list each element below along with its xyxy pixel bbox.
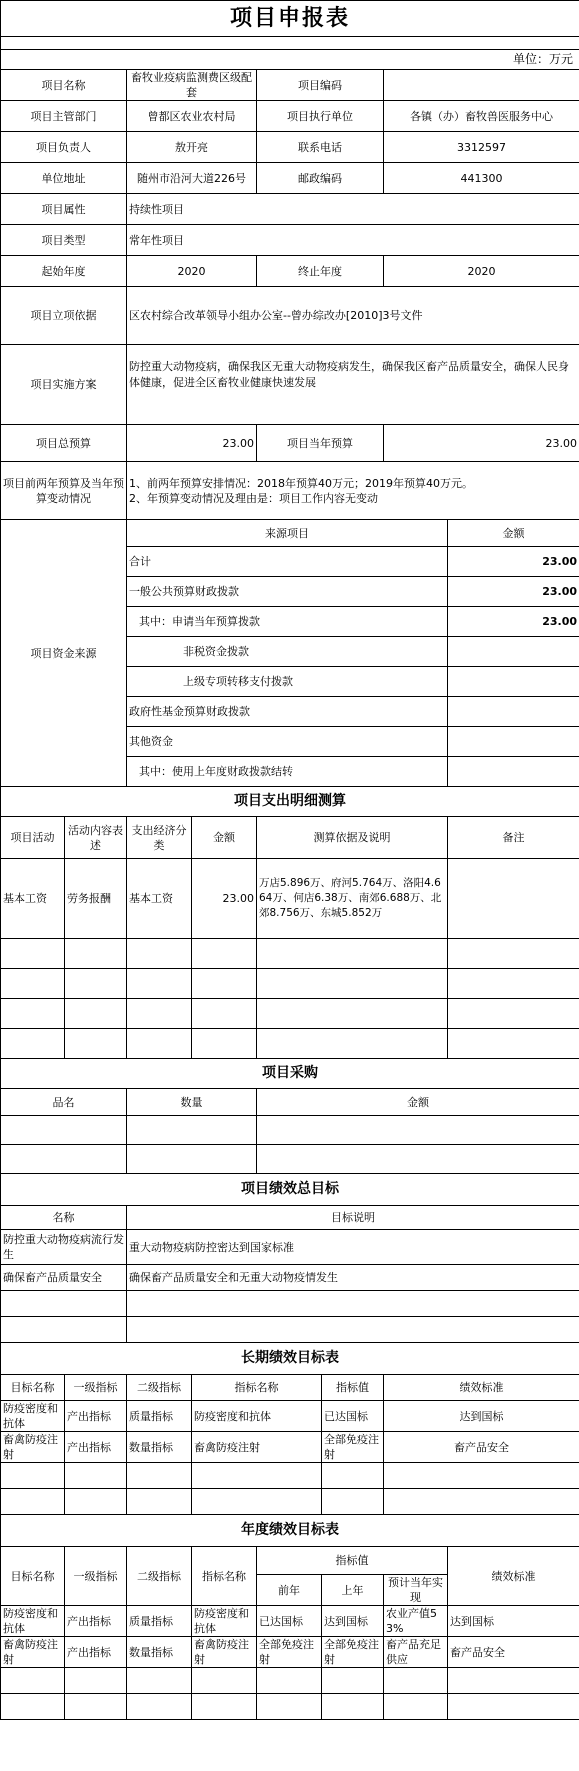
table-row	[1, 1694, 579, 1720]
perf-total-header: 目标说明	[127, 1206, 579, 1230]
purchase-header: 数量	[127, 1089, 257, 1116]
annual-cell: 防疫密度和抗体	[1, 1606, 65, 1637]
expense-header: 测算依据及说明	[257, 817, 448, 859]
budget-change-label: 项目前两年预算及当年预算变动情况	[1, 462, 127, 520]
perf-total-section-title: 项目绩效总目标	[1, 1174, 579, 1206]
funding-row-label: 其中：使用上年度财政拨款结转	[127, 757, 448, 787]
postcode-value: 441300	[384, 163, 579, 194]
long-term-cell: 产出指标	[65, 1401, 127, 1432]
table-row	[1, 1489, 579, 1515]
unit-label: 单位：万元	[1, 50, 579, 70]
total-budget-value: 23.00	[127, 425, 257, 462]
basis-value: 区农村综合改革领导小组办公室--曾办综改办[2010]3号文件	[127, 287, 579, 345]
exec-unit-label: 项目执行单位	[257, 101, 384, 132]
annual-header: 绩效标准	[448, 1547, 579, 1606]
attribute-label: 项目属性	[1, 194, 127, 225]
dept-label: 项目主管部门	[1, 101, 127, 132]
annual-cell: 畜禽防疫注射	[192, 1637, 257, 1668]
annual-cell: 防疫密度和抗体	[192, 1606, 257, 1637]
table-row	[1, 1637, 579, 1668]
long-term-section-title: 长期绩效目标表	[1, 1343, 579, 1375]
long-term-cell: 产出指标	[65, 1432, 127, 1463]
table-row	[1, 1291, 579, 1317]
expense-header: 备注	[448, 817, 579, 859]
annual-cell: 全部免疫注射	[257, 1637, 322, 1668]
annual-header: 指标值	[257, 1547, 448, 1575]
form-title: 项目申报表	[1, 1, 579, 37]
end-year-label: 终止年度	[257, 256, 384, 287]
funding-row-amount: 23.00	[448, 607, 579, 637]
long-term-cell: 达到国标	[384, 1401, 579, 1432]
funding-row-amount	[448, 697, 579, 727]
year-budget-value: 23.00	[384, 425, 579, 462]
annual-header: 一级指标	[65, 1547, 127, 1606]
long-term-cell: 质量指标	[127, 1401, 192, 1432]
start-year-label: 起始年度	[1, 256, 127, 287]
perf-total-name: 确保畜产品质量安全	[1, 1265, 127, 1291]
annual-cell: 产出指标	[65, 1606, 127, 1637]
expense-header: 活动内容表述	[65, 817, 127, 859]
funding-row-label: 其中：申请当年预算拨款	[127, 607, 448, 637]
plan-label: 项目实施方案	[1, 345, 127, 425]
address-label: 单位地址	[1, 163, 127, 194]
perf-total-header: 名称	[1, 1206, 127, 1230]
funding-row-amount	[448, 757, 579, 787]
long-term-cell: 防疫密度和抗体	[1, 1401, 65, 1432]
perf-total-name: 防控重大动物疫病流行发生	[1, 1230, 127, 1265]
table-row	[1, 1432, 579, 1463]
end-year-value: 2020	[384, 256, 579, 287]
long-term-cell: 已达国标	[322, 1401, 384, 1432]
annual-cell: 数量指标	[127, 1637, 192, 1668]
project-code-value	[384, 70, 579, 101]
long-term-header: 一级指标	[65, 1375, 127, 1401]
table-row	[1, 1230, 579, 1265]
plan-value: 防控重大动物疫病，确保我区无重大动物疫病发生，确保我区畜产品质量安全，确保人民身体健康，促进全区畜牧业健康快速发展	[127, 345, 579, 425]
table-row	[1, 1317, 579, 1343]
phone-value: 3312597	[384, 132, 579, 163]
attribute-value: 持续性项目	[127, 194, 579, 225]
annual-header: 目标名称	[1, 1547, 65, 1606]
expense-cell: 基本工资	[1, 859, 65, 939]
long-term-cell: 全部免疫注射	[322, 1432, 384, 1463]
expense-header: 支出经济分类	[127, 817, 192, 859]
owner-label: 项目负责人	[1, 132, 127, 163]
table-row	[1, 1463, 579, 1489]
exec-unit-value: 各镇（办）畜牧兽医服务中心	[384, 101, 579, 132]
annual-cell: 产出指标	[65, 1637, 127, 1668]
annual-header: 二级指标	[127, 1547, 192, 1606]
purchase-header: 品名	[1, 1089, 127, 1116]
budget-change-line1: 1、前两年预算安排情况：2018年预算40万元；2019年预算40万元。	[129, 476, 473, 490]
long-term-header: 二级指标	[127, 1375, 192, 1401]
funding-row-label: 其他资金	[127, 727, 448, 757]
table-row	[1, 1401, 579, 1432]
funding-row-amount	[448, 667, 579, 697]
budget-change-line2: 2、年预算变动情况及理由是：项目工作内容无变动	[129, 491, 378, 505]
project-name-label: 项目名称	[1, 70, 127, 101]
budget-change-value	[127, 462, 579, 520]
long-term-header: 指标名称	[192, 1375, 322, 1401]
long-term-cell: 畜禽防疫注射	[192, 1432, 322, 1463]
expense-cell: 23.00	[192, 859, 257, 939]
expense-cell: 基本工资	[127, 859, 192, 939]
expense-cell	[448, 859, 579, 939]
expense-header: 项目活动	[1, 817, 65, 859]
table-row	[1, 1116, 579, 1145]
table-row	[1, 1668, 579, 1694]
table-row	[1, 1029, 579, 1059]
funding-row-label: 合计	[127, 547, 448, 577]
funding-row-amount: 23.00	[448, 547, 579, 577]
expense-cell: 万店5.896万、府河5.764万、洛阳4.664万、何店6.38万、南郊6.688万、北郊8.756万、东城5.852万	[257, 859, 448, 939]
long-term-cell: 畜禽防疫注射	[1, 1432, 65, 1463]
annual-cell: 质量指标	[127, 1606, 192, 1637]
type-value: 常年性项目	[127, 225, 579, 256]
annual-cell: 畜产品安全	[448, 1637, 579, 1668]
annual-cell: 农业产值53%	[384, 1606, 448, 1637]
funding-row-amount	[448, 637, 579, 667]
perf-total-desc: 确保畜产品质量安全和无重大动物疫情发生	[127, 1265, 579, 1291]
funding-row-label: 政府性基金预算财政拨款	[127, 697, 448, 727]
funding-row-label: 非税资金拨款	[127, 637, 448, 667]
funding-row-label: 上级专项转移支付拨款	[127, 667, 448, 697]
annual-cell: 已达国标	[257, 1606, 322, 1637]
table-row	[1, 939, 579, 969]
perf-total-desc: 重大动物疫病防控密达到国家标准	[127, 1230, 579, 1265]
funding-row-amount	[448, 727, 579, 757]
annual-header: 指标名称	[192, 1547, 257, 1606]
address-value: 随州市沿河大道226号	[127, 163, 257, 194]
owner-value: 敖开亮	[127, 132, 257, 163]
table-row	[1, 969, 579, 999]
annual-cell: 达到国标	[322, 1606, 384, 1637]
phone-label: 联系电话	[257, 132, 384, 163]
total-budget-label: 项目总预算	[1, 425, 127, 462]
purchase-header: 金额	[257, 1089, 579, 1116]
annual-cell: 达到国标	[448, 1606, 579, 1637]
expense-header: 金额	[192, 817, 257, 859]
long-term-cell: 数量指标	[127, 1432, 192, 1463]
blank-row	[1, 37, 579, 50]
annual-subheader: 预计当年实现	[384, 1575, 448, 1606]
purchase-section-title: 项目采购	[1, 1059, 579, 1089]
annual-subheader: 上年	[322, 1575, 384, 1606]
long-term-header: 绩效标准	[384, 1375, 579, 1401]
long-term-cell: 防疫密度和抗体	[192, 1401, 322, 1432]
funding-amount-header: 金额	[448, 520, 579, 547]
funding-source-header: 来源项目	[127, 520, 448, 547]
table-row	[1, 1145, 579, 1174]
project-name-value: 畜牧业疫病监测费区级配套	[127, 70, 257, 101]
annual-subheader: 前年	[257, 1575, 322, 1606]
annual-cell: 畜产品充足供应	[384, 1637, 448, 1668]
annual-cell: 全部免疫注射	[322, 1637, 384, 1668]
long-term-header: 目标名称	[1, 1375, 65, 1401]
table-row	[1, 1606, 579, 1637]
basis-label: 项目立项依据	[1, 287, 127, 345]
table-row	[1, 1265, 579, 1291]
expense-section-title: 项目支出明细测算	[1, 787, 579, 817]
table-row	[1, 859, 579, 939]
annual-cell: 畜禽防疫注射	[1, 1637, 65, 1668]
annual-section-title: 年度绩效目标表	[1, 1515, 579, 1547]
long-term-header: 指标值	[322, 1375, 384, 1401]
funding-label: 项目资金来源	[1, 520, 127, 787]
postcode-label: 邮政编码	[257, 163, 384, 194]
type-label: 项目类型	[1, 225, 127, 256]
long-term-cell: 畜产品安全	[384, 1432, 579, 1463]
expense-cell: 劳务报酬	[65, 859, 127, 939]
dept-value: 曾都区农业农村局	[127, 101, 257, 132]
funding-row-label: 一般公共预算财政拨款	[127, 577, 448, 607]
start-year-value: 2020	[127, 256, 257, 287]
project-code-label: 项目编码	[257, 70, 384, 101]
table-row	[1, 999, 579, 1029]
year-budget-label: 项目当年预算	[257, 425, 384, 462]
funding-row-amount: 23.00	[448, 577, 579, 607]
